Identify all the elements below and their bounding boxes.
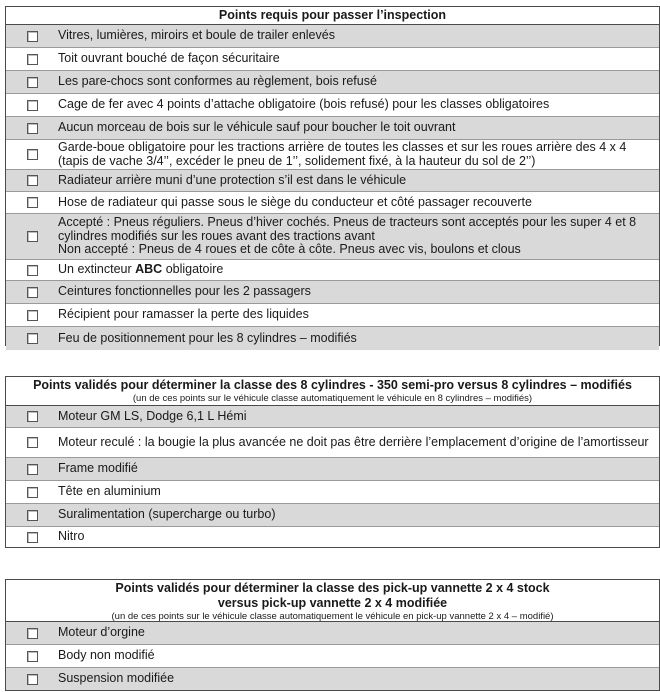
extinguisher-abc-text: ABC <box>135 262 163 277</box>
list-item <box>6 140 659 170</box>
checkbox[interactable] <box>27 175 38 186</box>
checkbox[interactable] <box>27 333 38 344</box>
section-title-text: Points validés pour déterminer la classe des 8 cylindres - 350 semi-pro versus 8 cylindres – modifiés <box>33 378 632 392</box>
item-label: Moteur GM LS, Dodge 6,1 L Hémi <box>58 408 247 423</box>
checkbox[interactable] <box>27 197 38 208</box>
list-item <box>6 527 659 547</box>
list-item <box>6 71 659 94</box>
section-title <box>6 377 659 406</box>
list-item <box>6 117 659 140</box>
item-label: Récipient pour ramasser la perte des liquides <box>58 307 309 322</box>
checkbox[interactable] <box>27 287 38 298</box>
checkbox[interactable] <box>27 674 38 685</box>
checkbox[interactable] <box>27 310 38 321</box>
tires-not-accepted-text: Non accepté : Pneus de 4 roues et de côte à côte. Pneus avec vis, boulons et clous <box>58 242 521 257</box>
list-item <box>6 192 659 214</box>
item-label: Vitres, lumières, miroirs et boule de trailer enlevés <box>58 28 335 43</box>
section-subtitle: (un de ces points sur le véhicule classe automatiquement le véhicule en 8 cylindres – modifiés) <box>132 393 533 404</box>
checkbox[interactable] <box>27 77 38 88</box>
item-label: Suralimentation (supercharge ou turbo) <box>58 507 276 522</box>
list-item <box>6 260 659 281</box>
extinguisher-text: Un extincteur <box>58 262 136 277</box>
tires-accepted-text: Accepté : Pneus réguliers. Pneus d’hiver cochés. Pneus de tracteurs sont acceptés pour les super 4 et 8 cylindres modifiés sur les roues avant des tractions avant <box>58 215 637 243</box>
item-label: Aucun morceau de bois sur le véhicule sauf pour boucher le toit ouvrant <box>58 120 456 135</box>
item-label: Ceintures fonctionnelles pour les 2 passagers <box>58 284 311 299</box>
section-pickup-van-class <box>5 579 660 691</box>
section-title-text: Points requis pour passer l’inspection <box>218 8 447 22</box>
list-item <box>6 281 659 304</box>
section-title <box>6 7 659 25</box>
item-label: Moteur reculé : la bougie la plus avancée ne doit pas être derrière l’emplacement d’origine de l’amortisseur <box>58 434 649 449</box>
item-label: Moteur d’orgine <box>58 625 145 640</box>
item-label: Frame modifié <box>58 461 138 476</box>
checkbox[interactable] <box>27 100 38 111</box>
item-label: Cage de fer avec 4 points d’attache obligatoire (bois refusé) pour les classes obligatoires <box>58 97 550 112</box>
list-item <box>6 458 659 481</box>
list-item <box>6 25 659 48</box>
list-item <box>6 48 659 71</box>
list-item <box>6 94 659 117</box>
item-label <box>58 263 659 277</box>
section-subtitle: (un de ces points sur le véhicule classe automatiquement le véhicule en pick-up vannette 2 x 4 – modifié) <box>111 611 554 622</box>
item-label: Hose de radiateur qui passe sous le siège du conducteur et côté passager recouverte <box>58 194 532 209</box>
section-title-line1: Points validés pour déterminer la classe des pick-up vannette 2 x 4 stock <box>115 581 550 595</box>
checkbox[interactable] <box>27 628 38 639</box>
list-item <box>6 214 659 260</box>
section-8-cylinder-class <box>5 376 660 548</box>
item-label: Les pare-chocs sont conformes au règlement, bois refusé <box>58 74 377 89</box>
checkbox[interactable] <box>27 149 38 160</box>
section-title <box>6 580 659 622</box>
list-item <box>6 668 659 690</box>
section-title-line2: versus pick-up vannette 2 x 4 modifiée <box>217 596 448 610</box>
list-item <box>6 481 659 504</box>
checkbox[interactable] <box>27 651 38 662</box>
item-label: Body non modifié <box>58 648 155 663</box>
checkbox[interactable] <box>27 31 38 42</box>
item-label: Nitro <box>58 529 85 544</box>
checkbox[interactable] <box>27 411 38 422</box>
item-label: Garde-boue obligatoire pour les tractions arrière de toutes les classes et sur les roues arrière des 4 x 4 (tapis de vache 3/4’’, excéder le pneu de 1’’, solidement fixé, à la hauteur du sol de 2’’) <box>58 140 627 168</box>
checkbox[interactable] <box>27 510 38 521</box>
item-label <box>58 216 659 257</box>
item-label: Suspension modifiée <box>58 671 175 686</box>
item-label: Feu de positionnement pour les 8 cylindres – modifiés <box>58 330 357 345</box>
item-label: Tête en aluminium <box>58 484 161 499</box>
checkbox[interactable] <box>27 54 38 65</box>
list-item <box>6 406 659 428</box>
section-required-inspection <box>5 6 660 346</box>
checkbox[interactable] <box>27 464 38 475</box>
checkbox[interactable] <box>27 532 38 543</box>
checkbox[interactable] <box>27 231 38 242</box>
list-item <box>6 327 659 350</box>
list-item <box>6 645 659 668</box>
list-item <box>6 170 659 192</box>
item-label: Radiateur arrière muni d’une protection s’il est dans le véhicule <box>58 172 407 187</box>
list-item <box>6 304 659 327</box>
checkbox[interactable] <box>27 437 38 448</box>
checkbox[interactable] <box>27 487 38 498</box>
item-label: Toit ouvrant bouché de façon sécuritaire <box>58 51 280 66</box>
checkbox[interactable] <box>27 265 38 276</box>
list-item <box>6 622 659 645</box>
list-item <box>6 428 659 458</box>
checkbox[interactable] <box>27 123 38 134</box>
list-item <box>6 504 659 527</box>
extinguisher-required-text: obligatoire <box>162 262 224 277</box>
